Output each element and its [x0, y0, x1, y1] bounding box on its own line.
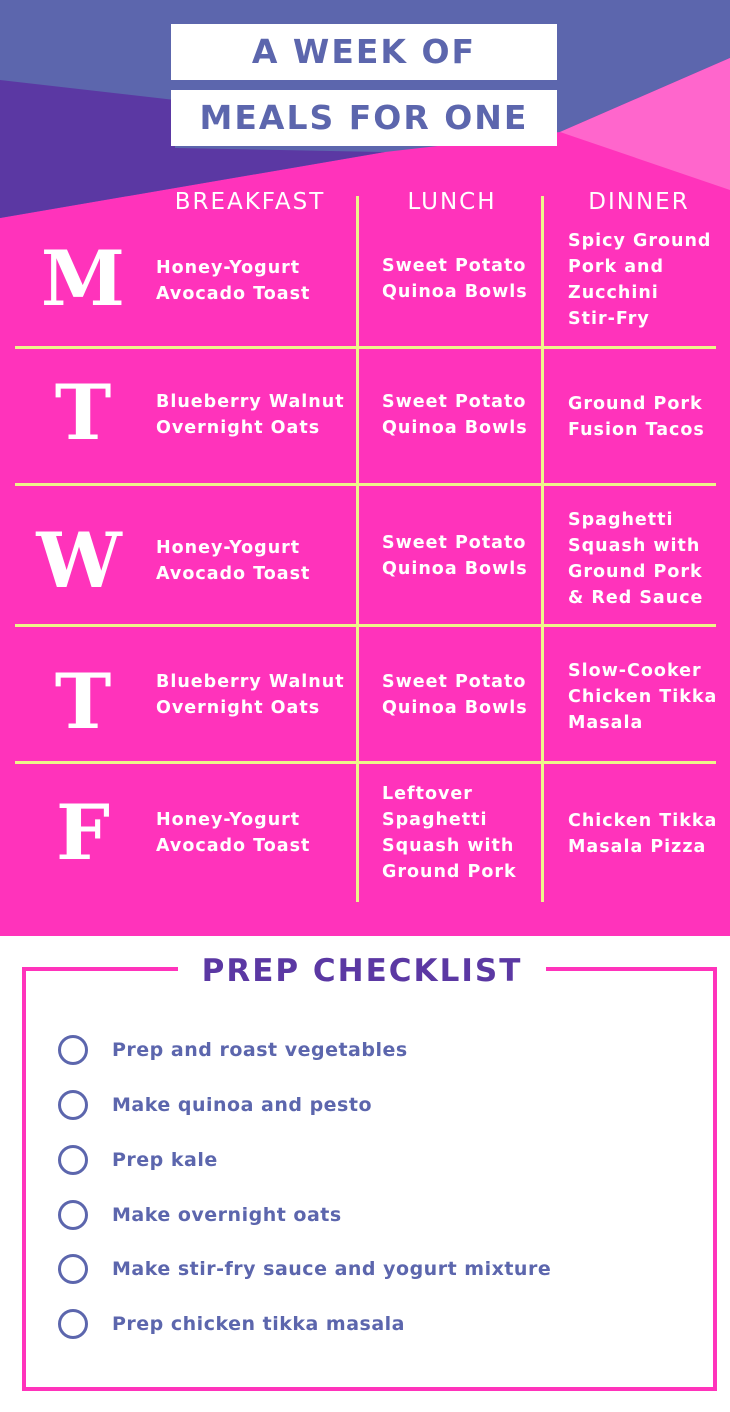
- meal-name: Sweet Potato Quinoa Bowls: [382, 672, 528, 718]
- grid-divider-horizontal: [15, 346, 716, 349]
- dinner-cell: [568, 642, 728, 752]
- checklist-item-label: Prep kale: [112, 1149, 218, 1171]
- lunch-cell: [382, 360, 540, 470]
- day-letter: F: [56, 788, 110, 877]
- checkbox-circle-icon[interactable]: [58, 1254, 88, 1284]
- checklist-item[interactable]: [58, 1195, 342, 1235]
- title-line-1: A WEEK OF: [171, 24, 557, 80]
- checklist-item-label: Make quinoa and pesto: [112, 1094, 373, 1116]
- breakfast-cell: [156, 360, 352, 470]
- meal-name: Blueberry Walnut Overnight Oats: [156, 392, 345, 438]
- grid-divider-horizontal: [15, 761, 716, 764]
- checklist-item-label: Make overnight oats: [112, 1204, 342, 1226]
- meal-name: Spicy Ground Pork and Zucchini Stir-Fry: [568, 231, 712, 329]
- checklist-item[interactable]: [58, 1085, 372, 1125]
- meal-name: Spaghetti Squash with Ground Pork & Red Sauce: [568, 510, 704, 608]
- grid-divider-horizontal: [15, 624, 716, 627]
- day-letter: T: [54, 368, 112, 457]
- checkbox-circle-icon[interactable]: [58, 1090, 88, 1120]
- meal-name: Slow-Cooker Chicken Tikka Masala: [568, 661, 718, 733]
- meal-name: Chicken Tikka Masala Pizza: [568, 811, 718, 857]
- breakfast-cell: [156, 226, 352, 336]
- checklist-item[interactable]: [58, 1030, 408, 1070]
- grid-divider-vertical: [541, 196, 544, 902]
- breakfast-cell: [156, 778, 352, 888]
- grid-divider-horizontal: [15, 483, 716, 486]
- column-header-lunch: LUNCH: [407, 189, 497, 215]
- day-letter: W: [36, 516, 122, 605]
- grid-divider-vertical: [356, 196, 359, 902]
- meal-name: Sweet Potato Quinoa Bowls: [382, 256, 528, 302]
- meal-name: Leftover Spaghetti Squash with Ground Pork: [382, 784, 517, 882]
- checkbox-circle-icon[interactable]: [58, 1200, 88, 1230]
- breakfast-cell: [156, 640, 352, 750]
- dinner-cell: [568, 225, 728, 335]
- checklist-item-label: Prep and roast vegetables: [112, 1039, 408, 1061]
- meal-name: Honey-Yogurt Avocado Toast: [156, 538, 311, 584]
- checklist-item[interactable]: [58, 1140, 218, 1180]
- dinner-cell: [568, 504, 728, 614]
- meal-name: Blueberry Walnut Overnight Oats: [156, 672, 345, 718]
- checklist-item-label: Make stir-fry sauce and yogurt mixture: [112, 1258, 552, 1280]
- column-header-breakfast: BREAKFAST: [174, 189, 326, 215]
- checklist-item[interactable]: [58, 1249, 551, 1289]
- meal-name: Honey-Yogurt Avocado Toast: [156, 810, 311, 856]
- checkbox-circle-icon[interactable]: [58, 1309, 88, 1339]
- meal-name: Sweet Potato Quinoa Bowls: [382, 533, 528, 579]
- prep-checklist-title: PREP CHECKLIST: [178, 949, 546, 993]
- meal-name: Ground Pork Fusion Tacos: [568, 394, 705, 440]
- checklist-item-label: Prep chicken tikka masala: [112, 1313, 406, 1335]
- dinner-cell: [568, 362, 728, 472]
- checkbox-circle-icon[interactable]: [58, 1035, 88, 1065]
- lunch-cell: [382, 224, 540, 334]
- lunch-cell: [382, 640, 540, 750]
- lunch-cell: [382, 501, 540, 611]
- checkbox-circle-icon[interactable]: [58, 1145, 88, 1175]
- meal-name: Sweet Potato Quinoa Bowls: [382, 392, 528, 438]
- checklist-item[interactable]: [58, 1304, 405, 1344]
- breakfast-cell: [156, 506, 352, 616]
- dinner-cell: [568, 779, 728, 889]
- title-line-2: MEALS FOR ONE: [171, 90, 557, 146]
- day-letter: M: [40, 234, 126, 323]
- meal-name: Honey-Yogurt Avocado Toast: [156, 258, 311, 304]
- day-letter: T: [54, 657, 112, 746]
- column-header-dinner: DINNER: [588, 189, 690, 215]
- lunch-cell: [382, 778, 540, 888]
